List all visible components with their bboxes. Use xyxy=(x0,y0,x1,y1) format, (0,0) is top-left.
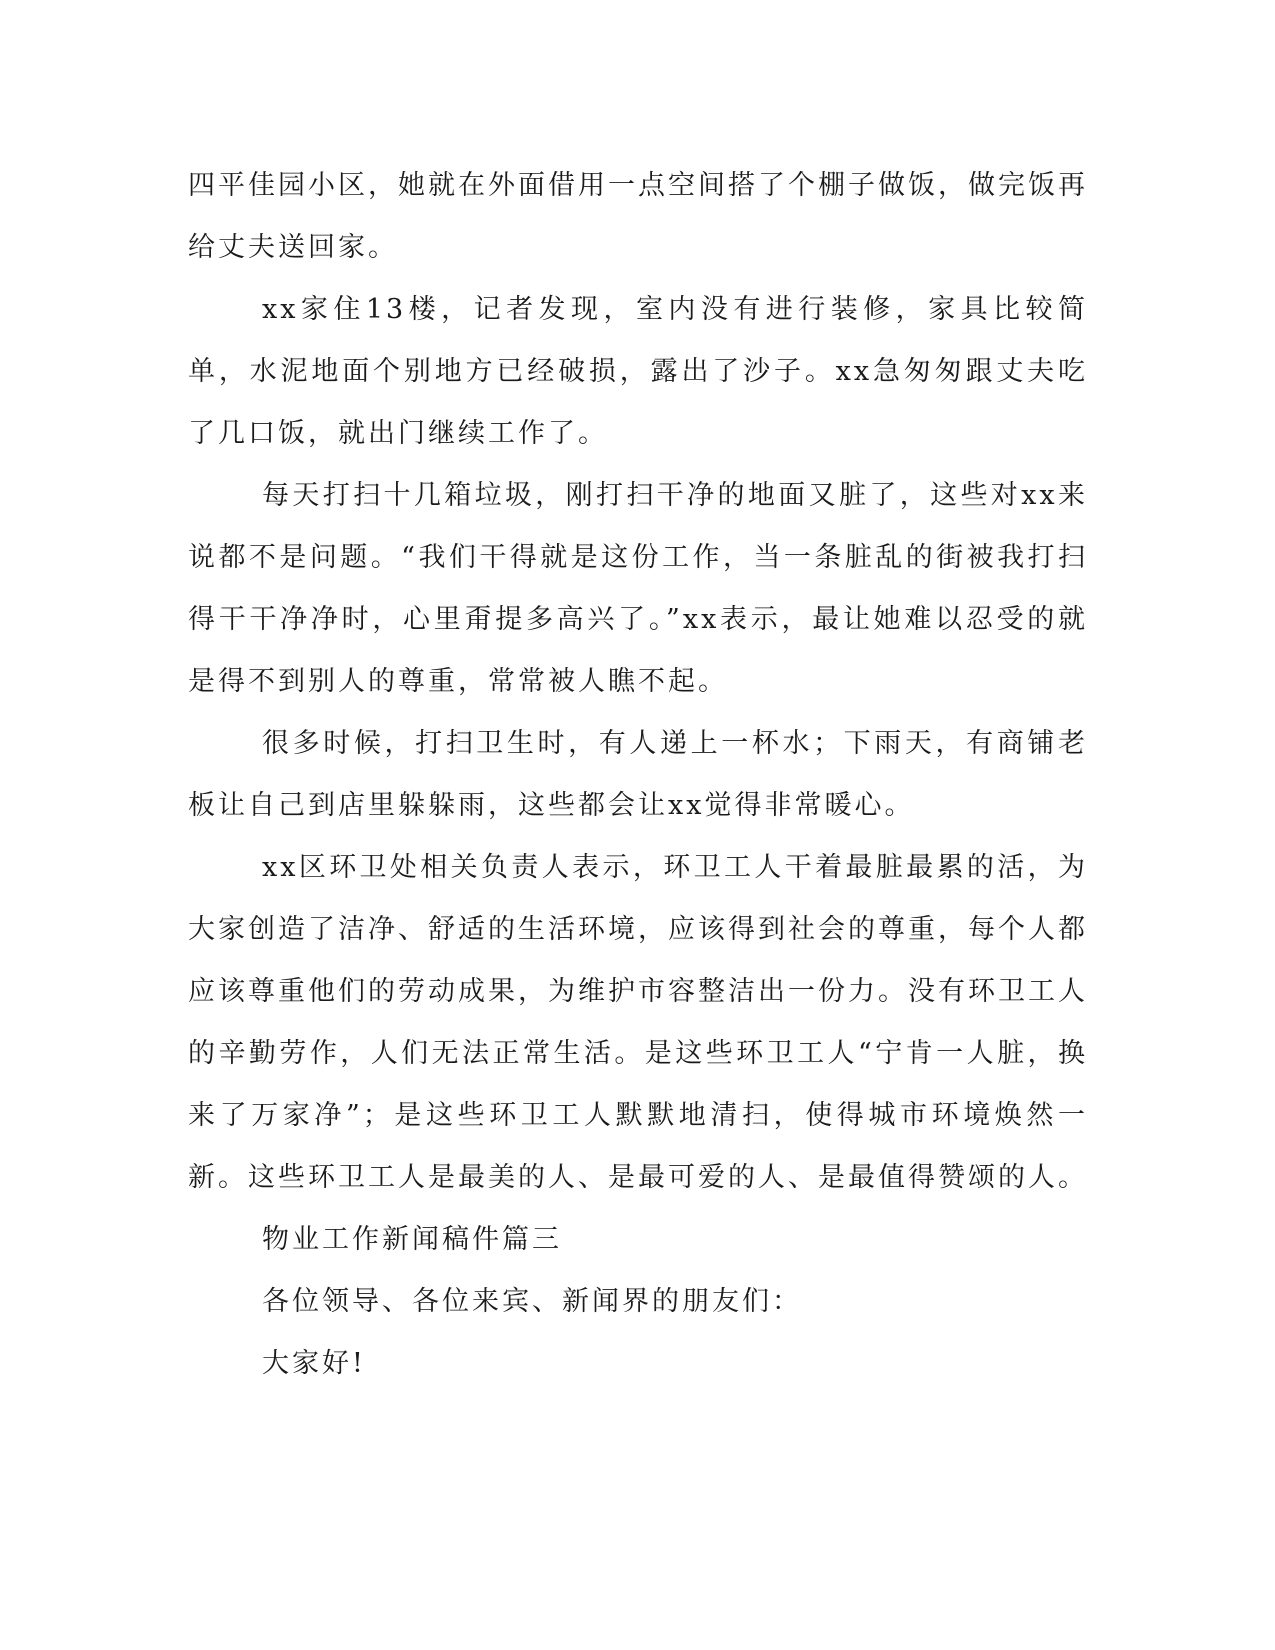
paragraph-1: 四平佳园小区，她就在外面借用一点空间搭了个棚子做饭，做完饭再给丈夫送回家。 xyxy=(188,170,1088,263)
paragraph-5: xx区环卫处相关负责人表示，环卫工人干着最脏最累的活，为大家创造了洁净、舒适的生活环境，应该得到社会的尊重，每个人都应该尊重他们的劳动成果，为维护市容整洁出一份力。没有环卫工人的辛勤劳作，人们无法正常生活。是这些环卫工人“宁肯一人脏，换来了万家净”；是这些环卫工人默默地清扫，使得城市环境焕然一新。这些环卫工人是最美的人、是最可爱的人、是最值得赞颂的人。 xyxy=(188,852,1088,1193)
document-body xyxy=(188,155,1088,1395)
salutation: 各位领导、各位来宾、新闻界的朋友们： xyxy=(262,1286,802,1317)
paragraph-3: 每天打扫十几箱垃圾，刚打扫干净的地面又脏了，这些对xx来说都不是问题。“我们干得就是这份工作，当一条脏乱的街被我打扫得干干净净时，心里甭提多高兴了。”xx表示，最让她难以忍受的就是得不到别人的尊重，常常被人瞧不起。 xyxy=(188,480,1088,697)
paragraph-2: xx家住13楼，记者发现，室内没有进行装修，家具比较简单，水泥地面个别地方已经破损，露出了沙子。xx急匆匆跟丈夫吃了几口饭，就出门继续工作了。 xyxy=(188,294,1088,449)
greeting: 大家好! xyxy=(262,1348,366,1379)
section-title: 物业工作新闻稿件篇三 xyxy=(262,1224,562,1255)
paragraph-4: 很多时候，打扫卫生时，有人递上一杯水；下雨天，有商铺老板让自己到店里躲躲雨，这些都会让xx觉得非常暖心。 xyxy=(188,728,1088,821)
